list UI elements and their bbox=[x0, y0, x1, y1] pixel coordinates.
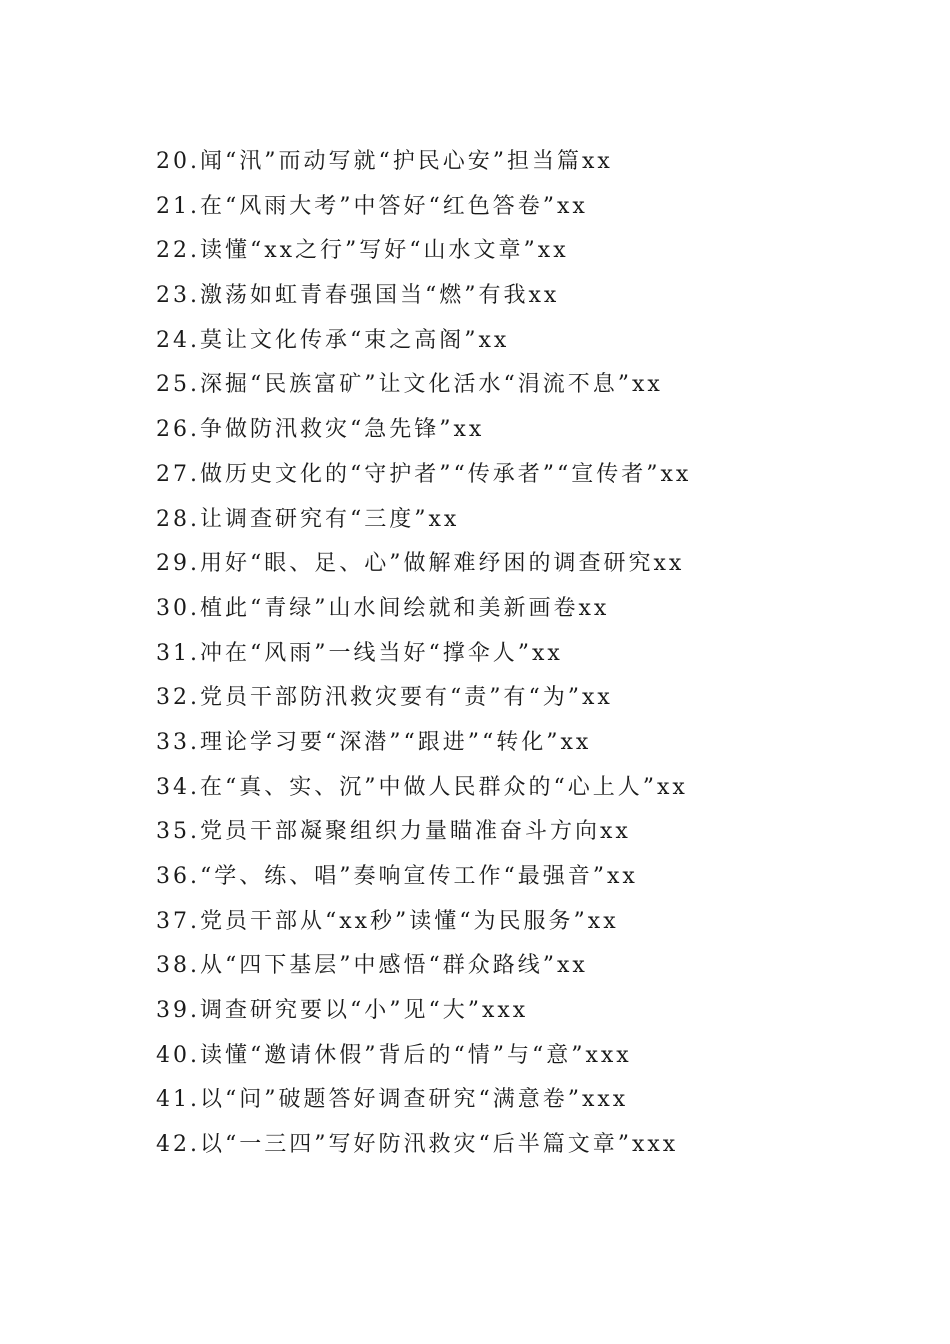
list-item: 42.以“一三四”写好防汛救灾“后半篇文章”xxx bbox=[156, 1132, 679, 1158]
list-item: 24.莫让文化传承“束之高阁”xx bbox=[156, 327, 510, 353]
list-item: 34.在“真、实、沉”中做人民群众的“心上人”xx bbox=[156, 774, 688, 800]
list-item: 22.读懂“xx之行”写好“山水文章”xx bbox=[156, 238, 569, 264]
list-item: 41.以“问”破题答好调查研究“满意卷”xxx bbox=[156, 1087, 629, 1113]
list-item: 28.让调查研究有“三度”xx bbox=[156, 506, 460, 532]
list-item: 27.做历史文化的“守护者”“传承者”“宣传者”xx bbox=[156, 461, 692, 487]
list-item: 33.理论学习要“深潜”“跟进”“转化”xx bbox=[156, 729, 592, 755]
list-item: 37.党员干部从“xx秒”读懂“为民服务”xx bbox=[156, 908, 619, 934]
list-item: 20.闻“汛”而动写就“护民心安”担当篇xx bbox=[156, 149, 613, 174]
list-item: 38.从“四下基层”中感悟“群众路线”xx bbox=[156, 953, 588, 979]
list-item: 23.激荡如虹青春强国当“燃”有我xx bbox=[156, 283, 560, 309]
list-item: 21.在“风雨大考”中答好“红色答卷”xx bbox=[156, 193, 588, 219]
list-item: 25.深掘“民族富矿”让文化活水“涓流不息”xx bbox=[156, 372, 663, 398]
list-item: 40.读懂“邀请休假”背后的“情”与“意”xxx bbox=[156, 1042, 632, 1068]
list-item: 26.争做防汛救灾“急先锋”xx bbox=[156, 417, 485, 443]
list-item: 35.党员干部凝聚组织力量瞄准奋斗方向xx bbox=[156, 819, 631, 845]
list-item: 29.用好“眼、足、心”做解难纾困的调查研究xx bbox=[156, 551, 685, 577]
list-item: 31.冲在“风雨”一线当好“撑伞人”xx bbox=[156, 640, 563, 666]
list-item: 30.植此“青绿”山水间绘就和美新画卷xx bbox=[156, 595, 610, 621]
list-item: 39.调查研究要以“小”见“大”xxx bbox=[156, 998, 529, 1024]
list-item: 36.“学、练、唱”奏响宣传工作“最强音”xx bbox=[156, 864, 638, 889]
list-item: 32.党员干部防汛救灾要有“责”有“为”xx bbox=[156, 685, 613, 711]
title-list bbox=[156, 140, 876, 1168]
